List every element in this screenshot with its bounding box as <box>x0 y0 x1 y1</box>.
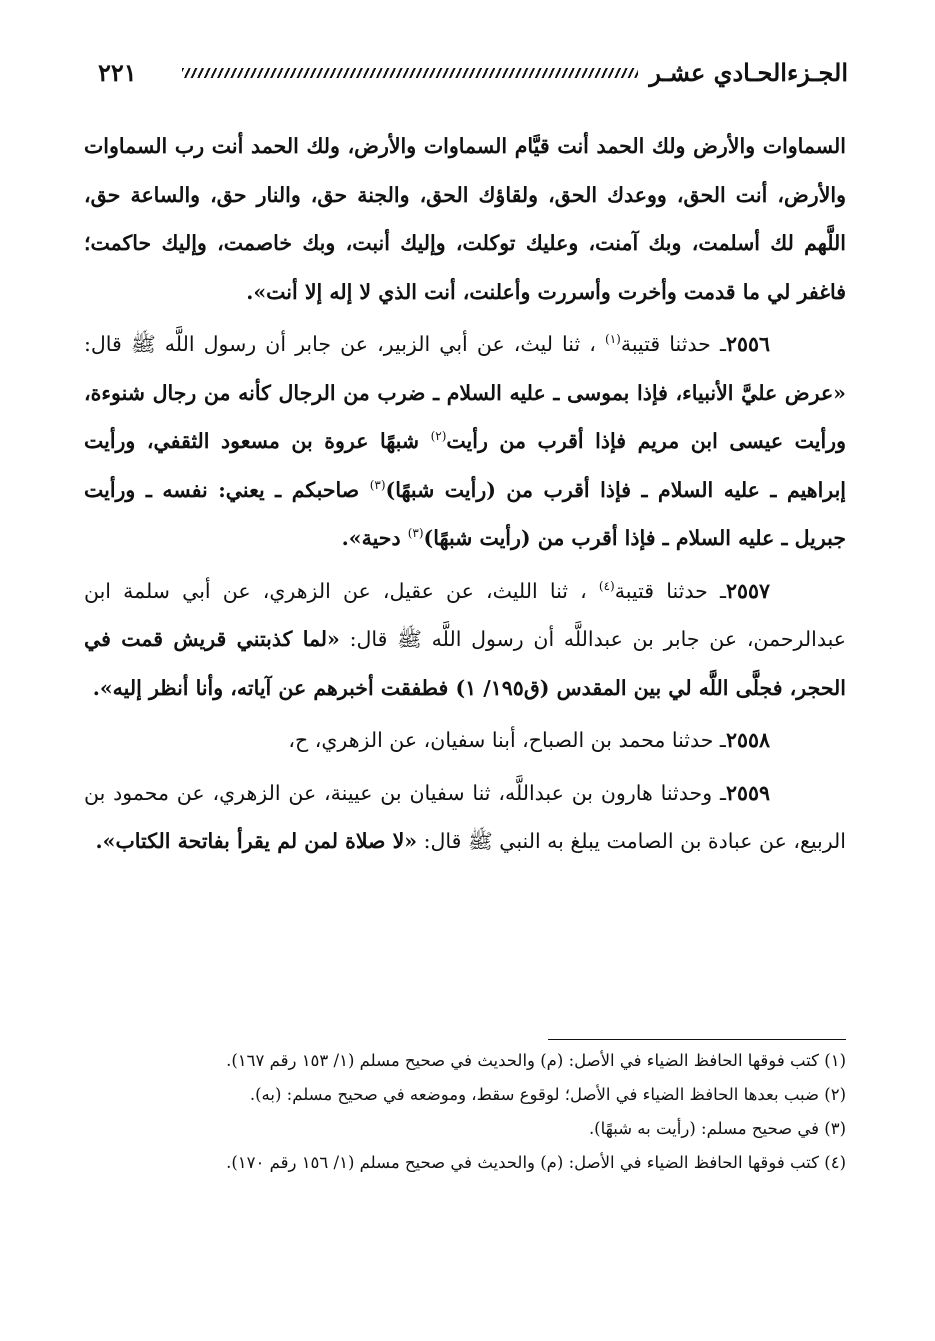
footnote-item: (٣) في صحيح مسلم: (رأيت به شبهًا). <box>588 1119 846 1138</box>
matn-text: «عرض عليَّ الأنبياء، فإذا بموسى ـ عليه السلام ـ ضرب من الرجال كأنه من رجال شنوءة، ورأيت عيسى ابن مريم فإذا أقرب من رأيت <box>84 380 846 453</box>
footnote-separator <box>548 1039 846 1040</box>
footnote-item: (٢) ضبب بعدها الحافظ الضياء في الأصل؛ لوقوع سقط، وموضعه في صحيح مسلم: (به). <box>249 1085 846 1104</box>
footnote-ref: (١) <box>605 332 621 347</box>
hadith-number: ٢٥٥٦ <box>725 332 770 356</box>
isnad-text: ، ثنا ليث، عن أبي الزبير، عن جابر أن رسول اللَّه ﷺ قال: <box>84 332 605 356</box>
isnad-text: ـ حدثنا محمد بن الصباح، أبنا سفيان، عن الزهري، ح، <box>288 728 726 752</box>
page-header <box>80 56 848 92</box>
isnad-text: ـ حدثنا قتيبة <box>614 578 726 603</box>
matn-text: شبهًا عروة بن مسعود الثقفي، ورأيت إبراهيم ـ عليه السلام ـ فإذا أقرب من (رأيت شبهًا) <box>84 429 846 502</box>
footnote-ref: (٣) <box>407 526 424 541</box>
footnote-item: (٤) كتب فوقها الحافظ الضياء في الأصل: (م) والحديث في صحيح مسلم (١/ ١٥٦ رقم ١٧٠). <box>226 1153 846 1172</box>
hadith-2556 <box>84 320 846 563</box>
footnote-item: (١) كتب فوقها الحافظ الضياء في الأصل: (م) والحديث في صحيح مسلم (١/ ١٥٣ رقم ١٦٧). <box>226 1051 846 1070</box>
matn-text: دحية». <box>341 526 408 550</box>
hadith-number: ٢٥٥٧ <box>725 578 770 603</box>
matn-text: «لما كذبتني قريش قمت في الحجر، فجلَّى اللَّه لي بين المقدس (ق١٩٥/ ١) فطفقت أخبرهم عن آياته، وأنا أنظر إليه». <box>84 627 846 700</box>
running-title: الجـزءالحـادي عشـر <box>649 58 848 87</box>
hadith-number: ٢٥٥٩ <box>725 780 770 805</box>
continued-hadith-paragraph: السماوات والأرض ولك الحمد أنت قيَّام السماوات والأرض، ولك الحمد أنت رب السماوات والأرض، أنت الحق، ووعدك الحق، ولقاؤك الحق، والجنة حق، والنار حق، والساعة حق، اللَّهم لك أسلمت، وبك آمنت، وعليك توكلت، وإليك أنبت، وبك خاصمت، وإليك حاكمت؛ فاغفر لي ما قدمت وأخرت وأسررت وأعلنت، أنت الذي لا إله إلا أنت». <box>84 134 846 304</box>
matn-text: صاحبكم ـ يعني: نفسه ـ ورأيت جبريل ـ عليه السلام ـ فإذا أقرب من (رأيت شبهًا) <box>84 477 846 550</box>
main-text <box>84 122 846 866</box>
hadith-2557 <box>84 567 846 713</box>
isnad-text: ـ وحدثنا هارون بن عبداللَّه، ثنا سفيان بن عيينة، عن الزهري، عن محمود بن الربيع، عن عبادة بن الصامت يبلغ به النبي ﷺ قال: <box>84 780 846 853</box>
matn-text: «لا صلاة لمن لم يقرأ بفاتحة الكتاب». <box>95 829 418 853</box>
hadith-2559 <box>84 769 846 866</box>
isnad-text: ـ حدثنا قتيبة <box>620 332 726 356</box>
isnad-text: ، ثنا الليث، عن عقيل، عن الزهري، عن أبي سلمة ابن عبدالرحمن، عن جابر بن عبداللَّه أن رسول اللَّه ﷺ قال: <box>84 578 846 651</box>
footnote-ref: (٢) <box>430 429 447 444</box>
hadith-2558 <box>84 716 846 765</box>
footnote-ref: (٤) <box>598 578 615 593</box>
footnotes <box>84 1044 846 1180</box>
hadith-number: ٢٥٥٨ <box>725 728 770 752</box>
footnote-ref: (٣) <box>369 477 386 492</box>
page-number: ٢٢١ <box>98 58 137 87</box>
header-ornamental-rule <box>182 68 638 78</box>
